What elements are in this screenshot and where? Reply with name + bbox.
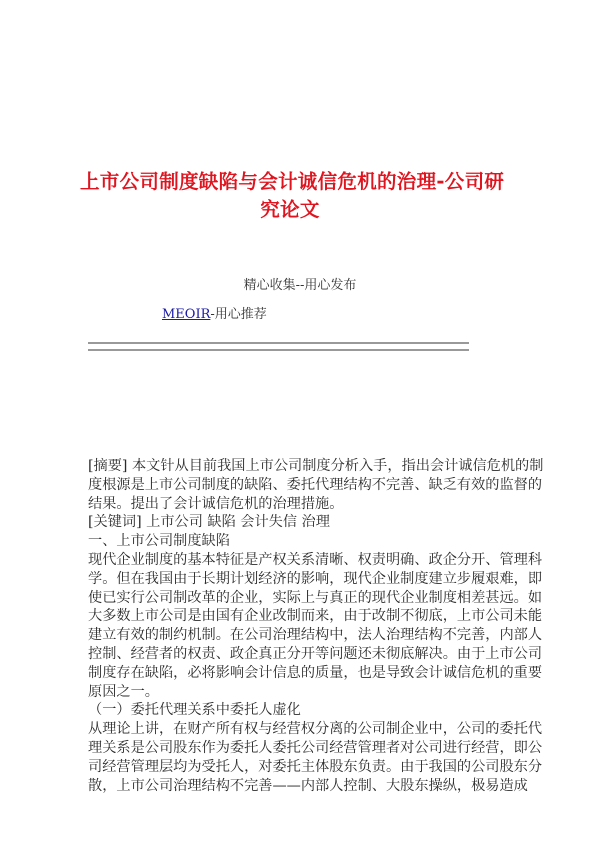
meoir-link[interactable]: MEOIR — [162, 307, 211, 322]
title-line: 上市公司制度缺陷与会计诚信危机的治理-公司研 — [80, 170, 505, 193]
body-line: 建立有效的制约机制。在公司治理结构中，法人治理结构不完善，内部人 — [88, 627, 543, 644]
body-line: 现代企业制度的基本特征是产权关系清晰、权责明确、政企分开、管理科 — [88, 551, 543, 568]
body-line: 从理论上讲，在财产所有权与经营权分离的公司制企业中，公司的委托代 — [88, 721, 543, 738]
recommend-text: -用心推荐 — [210, 307, 267, 322]
body-line: 控制、经营者的权责、政企真正分开等问题还未彻底解决。由于上市公司 — [88, 645, 543, 662]
body-line: 度根源是上市公司制度的缺陷、委托代理结构不完善、缺乏有效的监督的 — [88, 476, 543, 493]
subtitle: 精心收集--用心发布 — [243, 278, 357, 293]
title-line: 究论文 — [260, 198, 320, 221]
body-line: [摘要] 本文针从目前我国上市公司制度分析入手，指出会计诚信危机的制 — [88, 458, 544, 474]
document-body — [88, 457, 544, 795]
body-line: 一、上市公司制度缺陷 — [88, 533, 230, 550]
body-line: 散，上市公司治理结构不完善——内部人控制、大股东操纵，极易造成 — [88, 777, 528, 794]
body-line: [关键词] 上市公司 缺陷 会计失信 治理 — [88, 514, 330, 531]
body-line: 制度存在缺陷，必将影响会计信息的质量，也是导致会计诚信危机的重要 — [88, 664, 543, 681]
body-line: 大多数上市公司是由国有企业改制而来，由于改制不彻底，上市公司未能 — [88, 608, 543, 625]
body-line: 结果。提出了会计诚信危机的治理措施。 — [88, 495, 344, 512]
body-line: 原因之一。 — [88, 683, 159, 700]
body-line: 学。但在我国由于长期计划经济的影响，现代企业制度建立步履艰难，即 — [88, 570, 543, 587]
body-line: 理关系是公司股东作为委托人委托公司经营管理者对公司进行经营，即公 — [88, 739, 543, 756]
body-line: （一）委托代理关系中委托人虚化 — [88, 702, 301, 719]
recommend-line — [162, 303, 267, 322]
divider — [88, 342, 469, 344]
body-line: 司经营管理层均为受托人，对委托主体股东负责。由于我国的公司股东分 — [88, 758, 543, 775]
document-title — [80, 168, 505, 224]
divider — [88, 349, 469, 351]
body-line: 使已实行公司制改革的企业，实际上与真正的现代企业制度相差甚远。如 — [88, 589, 543, 606]
